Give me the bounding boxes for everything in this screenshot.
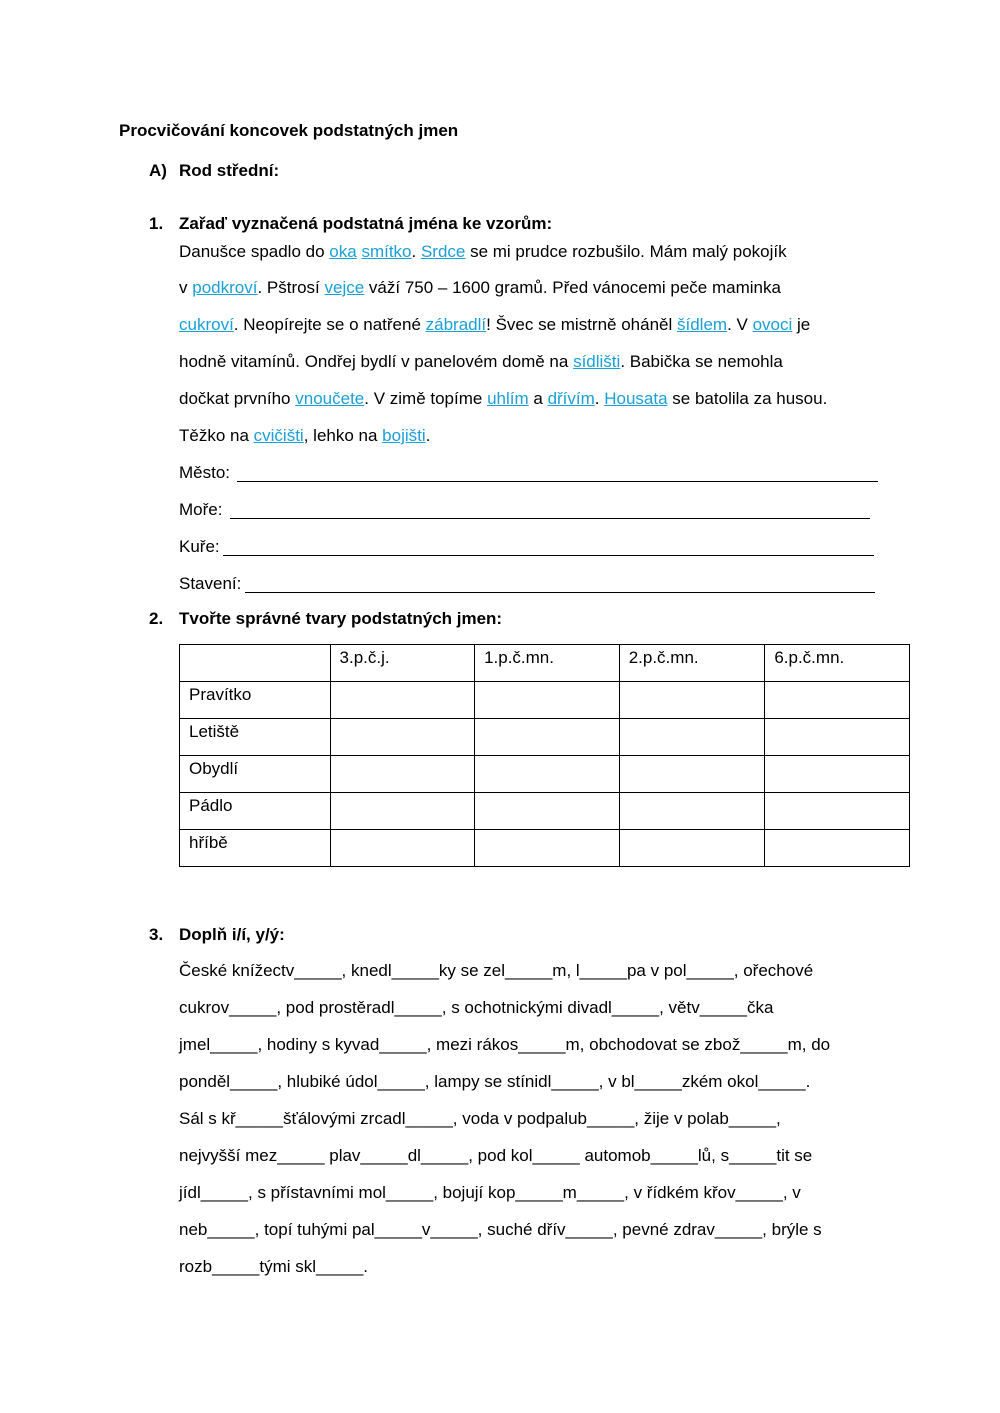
- task3-line: neb_____, topí tuhými pal_____v_____, suché dřív_____, pevné zdrav_____, brýle s: [179, 1220, 822, 1239]
- task3-number: 3.: [149, 925, 164, 944]
- task1-heading: [149, 214, 552, 234]
- pattern-label: Kuře:: [179, 537, 220, 556]
- highlighted-noun[interactable]: zábradlí: [425, 315, 487, 334]
- pattern-line-more: [179, 499, 222, 521]
- highlighted-noun[interactable]: uhlím: [487, 389, 529, 408]
- answer-line-mesto[interactable]: [237, 481, 878, 482]
- highlighted-noun[interactable]: bojišti: [382, 426, 426, 445]
- answer-cell[interactable]: [765, 682, 910, 719]
- page-title: Procvičování koncovek podstatných jmen: [119, 121, 459, 140]
- pattern-label: Moře:: [179, 500, 223, 519]
- highlighted-noun[interactable]: Housata: [604, 389, 668, 408]
- highlighted-noun[interactable]: podkroví: [192, 278, 258, 297]
- answer-cell[interactable]: [765, 830, 910, 867]
- answer-cell[interactable]: [330, 830, 475, 867]
- text-segment: , lehko na: [303, 426, 383, 445]
- highlighted-noun[interactable]: oka: [329, 242, 357, 261]
- task3-heading: [149, 925, 285, 945]
- text-segment: hodně vitamínů. Ondřej bydlí v panelovém domě na: [179, 352, 574, 371]
- highlighted-noun[interactable]: šídlem: [677, 315, 728, 334]
- task2-heading: [149, 609, 502, 629]
- declension-table: [179, 644, 910, 867]
- table-header-cell: 3.p.č.j.: [330, 645, 475, 682]
- table-header-row: [180, 645, 910, 682]
- text-segment: váží 750 – 1600 gramů. Před vánocemi peče maminka: [364, 278, 781, 297]
- text-segment: ! Švec se mistrně oháněl: [486, 315, 677, 334]
- answer-cell[interactable]: [619, 756, 765, 793]
- highlighted-noun[interactable]: ovoci: [752, 315, 793, 334]
- answer-cell[interactable]: [330, 793, 475, 830]
- highlighted-noun[interactable]: smítko: [361, 242, 412, 261]
- task3-line: jmel_____, hodiny s kyvad_____, mezi rákos_____m, obchodovat se zbož_____m, do: [179, 1035, 831, 1054]
- answer-cell[interactable]: [765, 719, 910, 756]
- task3-line: České knížectv_____, knedl_____ky se zel_____m, l_____pa v pol_____, ořechové: [179, 961, 814, 980]
- text-segment: . V: [727, 315, 753, 334]
- text-segment: .: [594, 389, 605, 408]
- table-row: [180, 719, 910, 756]
- pattern-line-staveni: [179, 573, 241, 595]
- answer-cell[interactable]: [330, 719, 475, 756]
- table-header-cell: 1.p.č.mn.: [475, 645, 620, 682]
- task1-text-line: [179, 241, 787, 263]
- task3-line: cukrov_____, pod prostěradl_____, s ochotnickými divadl_____, větv_____čka: [179, 998, 774, 1017]
- answer-cell[interactable]: [475, 793, 620, 830]
- highlighted-noun[interactable]: vejce: [324, 278, 365, 297]
- answer-cell[interactable]: [475, 682, 620, 719]
- answer-line-kure[interactable]: [223, 555, 874, 556]
- task3-line: Sál s kř_____šťálovými zrcadl_____, voda v podpalub_____, žije v polab_____,: [179, 1109, 781, 1128]
- text-segment: v: [179, 278, 193, 297]
- text-segment: se batolila za husou.: [667, 389, 828, 408]
- text-segment: . Babička se nemohla: [620, 352, 783, 371]
- task3-line: rozb_____tými skl_____.: [179, 1257, 369, 1276]
- table-row: [180, 756, 910, 793]
- text-segment: . Pštrosí: [257, 278, 325, 297]
- task3-line: jídl_____, s přístavními mol_____, bojují kop_____m_____, v řídkém křov_____, v: [179, 1183, 801, 1202]
- task3-line: ponděl_____, hlubiké údol_____, lampy se stínidl_____, v bl_____zkém okol_____.: [179, 1072, 811, 1091]
- highlighted-noun[interactable]: cukroví: [179, 315, 234, 334]
- answer-cell[interactable]: [765, 793, 910, 830]
- table-header-cell: [180, 645, 331, 682]
- answer-cell[interactable]: [330, 756, 475, 793]
- pattern-label: Město:: [179, 463, 231, 482]
- text-segment: . V zimě topíme: [364, 389, 488, 408]
- text-segment: je: [792, 315, 811, 334]
- answer-cell[interactable]: [765, 756, 910, 793]
- task1-text-line: [179, 425, 430, 447]
- table-header-cell: 2.p.č.mn.: [619, 645, 765, 682]
- task2-number: 2.: [149, 609, 164, 628]
- section-a-label: Rod střední:: [179, 161, 280, 180]
- task1-title: Zařaď vyznačená podstatná jména ke vzorům:: [179, 214, 553, 233]
- text-segment: a: [528, 389, 548, 408]
- highlighted-noun[interactable]: sídlišti: [573, 352, 621, 371]
- task1-text-line: [179, 314, 810, 336]
- answer-cell[interactable]: [619, 719, 765, 756]
- task1-text-line: [179, 388, 827, 410]
- table-row-label: Obydlí: [180, 756, 331, 793]
- highlighted-noun[interactable]: dřívím: [547, 389, 595, 408]
- table-row-label: Pádlo: [180, 793, 331, 830]
- highlighted-noun[interactable]: vnoučete: [295, 389, 365, 408]
- task1-text-line: [179, 351, 783, 373]
- task2-title: Tvořte správné tvary podstatných jmen:: [179, 609, 503, 628]
- table-row-label: Pravítko: [180, 682, 331, 719]
- table-row-label: hříbě: [180, 830, 331, 867]
- answer-cell[interactable]: [619, 793, 765, 830]
- answer-cell[interactable]: [475, 756, 620, 793]
- pattern-label: Stavení:: [179, 574, 242, 593]
- task3-title: Doplň i/í, y/ý:: [179, 925, 285, 944]
- task3-line: nejvyšší mez_____ plav_____dl_____, pod kol_____ automob_____lů, s_____tit se: [179, 1146, 813, 1165]
- table-row: [180, 682, 910, 719]
- text-segment: dočkat prvního: [179, 389, 296, 408]
- answer-cell[interactable]: [330, 682, 475, 719]
- pattern-line-mesto: [179, 462, 230, 484]
- answer-cell[interactable]: [475, 830, 620, 867]
- answer-cell[interactable]: [475, 719, 620, 756]
- answer-cell[interactable]: [619, 830, 765, 867]
- table-row: [180, 830, 910, 867]
- text-segment: Těžko na: [179, 426, 254, 445]
- answer-line-more[interactable]: [230, 518, 870, 519]
- text-segment: se mi prudce rozbušilo. Mám malý pokojík: [465, 242, 787, 261]
- task1-text-line: [179, 277, 781, 299]
- highlighted-noun[interactable]: cvičišti: [253, 426, 304, 445]
- text-segment: . Neopírejte se o natřené: [233, 315, 426, 334]
- table-row-label: Letiště: [180, 719, 331, 756]
- text-segment: .: [411, 242, 421, 261]
- section-a-marker: A): [149, 161, 167, 180]
- text-segment: Danušce spadlo do: [179, 242, 330, 261]
- table-header-cell: 6.p.č.mn.: [765, 645, 910, 682]
- answer-cell[interactable]: [619, 682, 765, 719]
- table-row: [180, 793, 910, 830]
- answer-line-staveni[interactable]: [245, 592, 875, 593]
- text-segment: .: [425, 426, 431, 445]
- highlighted-noun[interactable]: Srdce: [420, 242, 466, 261]
- section-a-heading: [149, 161, 279, 181]
- pattern-line-kure: [179, 536, 220, 558]
- task1-number: 1.: [149, 214, 164, 233]
